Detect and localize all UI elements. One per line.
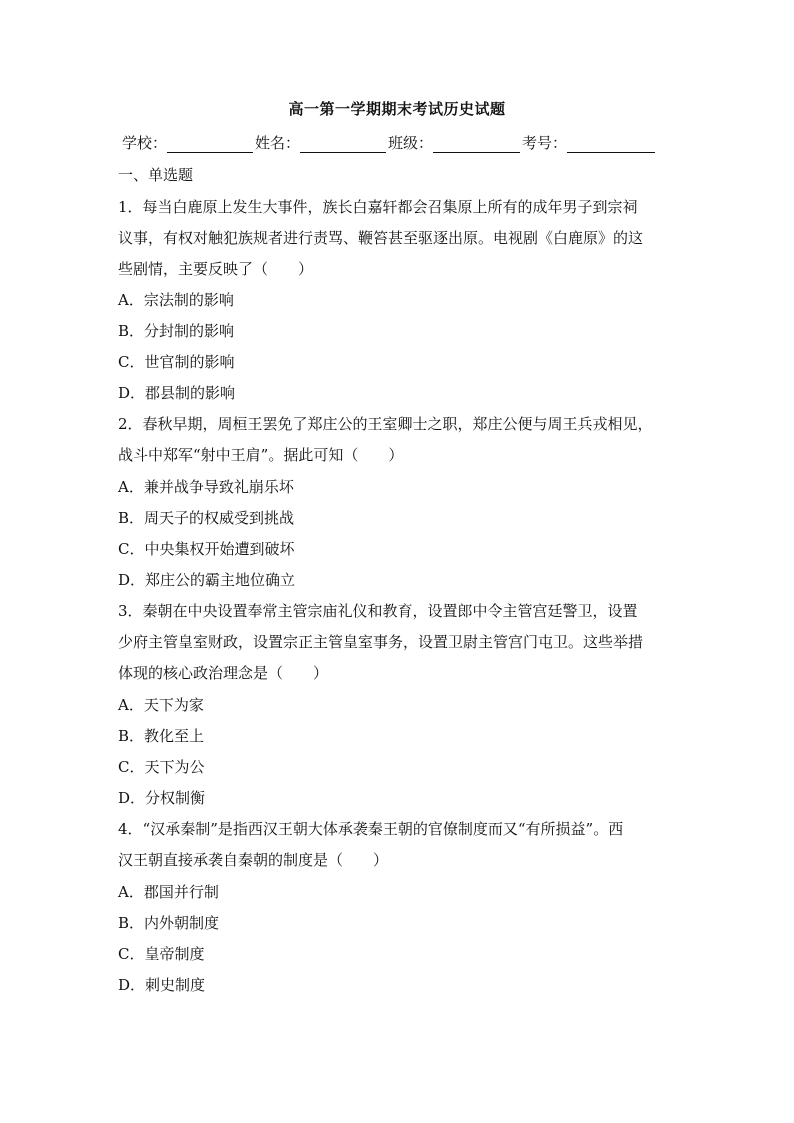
class-label: 班级： [388, 134, 434, 152]
question-2-option-a: A．兼并战争导致礼崩乐坏 [118, 478, 294, 496]
question-1-option-c: C．世官制的影响 [118, 353, 235, 371]
name-blank[interactable] [300, 134, 386, 153]
school-label: 学校： [122, 134, 168, 152]
question-4-stem-line: 4．“汉承秦制”是指西汉王朝大体承袭秦王朝的官僚制度而又“有所损益”。西 [118, 820, 624, 838]
question-3-stem-line: 3．秦朝在中央设置奉常主管宗庙礼仪和教育，设置郎中令主管宫廷警卫，设置 [118, 602, 638, 620]
question-3-option-c: C．天下为公 [118, 758, 205, 776]
question-4-option-b: B．内外朝制度 [118, 914, 220, 932]
class-blank[interactable] [433, 134, 520, 153]
question-3-option-b: B．教化至上 [118, 727, 205, 745]
question-4-option-d: D．刺史制度 [118, 976, 206, 994]
question-2-stem-line: 战斗中郑军“射中王肩”。据此可知（ ） [118, 446, 404, 464]
question-4-option-c: C．皇帝制度 [118, 945, 205, 963]
exam-title: 高一第一学期期末考试历史试题 [288, 100, 506, 118]
question-1-stem-line: 1．每当白鹿原上发生大事件，族长白嘉轩都会召集原上所有的成年男子到宗祠 [118, 198, 638, 216]
question-1-option-a: A．宗法制的影响 [118, 291, 234, 309]
question-2-stem-line: 2．春秋早期，周桓王罢免了郑庄公的王室卿士之职，郑庄公便与周王兵戎相见， [118, 415, 653, 433]
school-blank[interactable] [167, 134, 253, 153]
question-1-stem-line: 些剧情，主要反映了（ ） [118, 260, 314, 278]
exam-number-blank[interactable] [567, 134, 655, 153]
question-1-option-b: B．分封制的影响 [118, 322, 235, 340]
question-1-stem-line: 议事，有权对触犯族规者进行责骂、鞭笞甚至驱逐出原。电视剧《白鹿原》的这 [118, 229, 644, 247]
question-3-option-a: A．天下为家 [118, 696, 204, 714]
question-3-option-d: D．分权制衡 [118, 789, 206, 807]
question-4-option-a: A．郡国并行制 [118, 883, 219, 901]
question-2-option-b: B．周天子的权威受到挑战 [118, 509, 295, 527]
question-4-stem-line: 汉王朝直接承袭自秦朝的制度是（ ） [118, 851, 389, 869]
question-1-option-d: D．郡县制的影响 [118, 384, 236, 402]
student-info-row [122, 132, 657, 153]
name-label: 姓名： [255, 134, 301, 152]
section-heading: 一、单选题 [118, 166, 194, 184]
exam-number-label: 考号： [522, 134, 568, 152]
question-3-stem-line: 体现的核心政治理念是（ ） [118, 664, 329, 682]
question-2-option-c: C．中央集权开始遭到破坏 [118, 540, 295, 558]
question-3-stem-line: 少府主管皇室财政，设置宗正主管皇室事务，设置卫尉主管宫门屯卫。这些举措 [118, 633, 644, 651]
question-2-option-d: D．郑庄公的霸主地位确立 [118, 571, 296, 589]
